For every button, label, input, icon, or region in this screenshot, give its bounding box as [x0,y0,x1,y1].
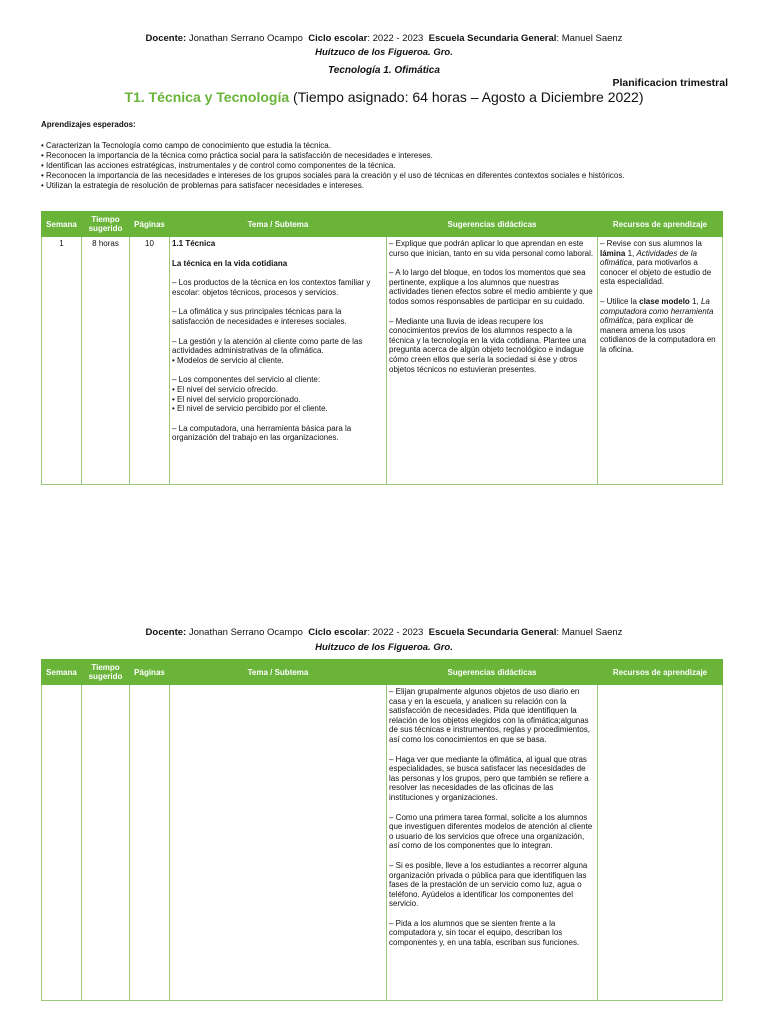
cell-sugerencias [387,237,598,485]
tema-line: – La gestión y la atención al cliente como parte de las actividades administrativas de la ofimática. [172,336,363,356]
planning-table-1 [41,211,723,485]
tema-line: – Los componentes del servicio al cliente: [172,375,321,385]
col-header-paginas: Páginas [130,660,170,685]
col-header-tema: Tema / Subtema [170,660,387,685]
recurso-text: – Revise con sus alumnos la [600,239,702,248]
recurso-bold: clase modelo [639,296,690,306]
col-header-semana: Semana [42,212,82,237]
col-header-sugerencias: Sugerencias didácticas [387,212,598,237]
recurso-text: , para explicar de manera amena los usos cotidianos de la computadora en la oficina. [600,316,716,354]
ciclo-label: Ciclo escolar [308,33,368,44]
escuela-label: Escuela Secundaria General [428,627,557,638]
planning-table-2 [41,659,723,1001]
tema-subtitle [172,259,384,269]
aprendizajes-list [41,141,661,191]
col-header-paginas: Páginas [130,212,170,237]
col-header-recursos: Recursos de aprendizaje [598,660,723,685]
recurso-text: – Utilice la [600,296,640,306]
col-header-recursos: Recursos de aprendizaje [598,212,723,237]
table-header-row [42,212,723,237]
recurso-paragraph [600,297,720,355]
location-page2: Huitzuco de los Figueroa. Gro. [315,642,453,653]
teacher-header-page2 [0,627,768,638]
recurso-bold: lámina [600,248,626,258]
teacher-header [0,33,768,44]
cell-recursos [598,237,723,485]
ciclo-label: Ciclo escolar [308,627,368,638]
tema-paragraph [172,337,384,366]
recurso-italic: Actividades de la ofimática [600,248,697,268]
unit-title-main: T1. Técnica y Tecnología [124,89,290,105]
cell-paginas: 10 [130,237,170,485]
recurso-paragraph [600,239,720,287]
aprendizaje-item: • Utilizan la estrategia de resolución de problemas para satisfacer necesidades e intereses. [41,181,364,190]
tema-title [172,239,384,249]
cell-tema [170,685,387,1001]
unit-title-rest: (Tiempo asignado: 64 horas – Agosto a Diciembre 2022) [289,89,644,105]
cell-paginas [130,685,170,1001]
tema-line: • Modelos de servicio al cliente. [172,355,284,365]
col-header-semana: Semana [42,660,82,685]
tema-subtitle-text: La técnica en la vida cotidiana [172,258,288,268]
tema-paragraph: – La computadora, una herramienta básica para la organización del trabajo en las organizaciones. [172,423,352,443]
sugerencia-paragraph: – Mediante una lluvia de ideas recupere los conocimientos previos de los alumnos respecto a la técnica y la tecnología en la vida cotidiana. Plantee una pregunta acerca de algún objeto tecnológico e indague cómo creen ellos que sería la sociedad si ése y otros objetos técnicos no estuvieran presentes. [389,316,587,374]
sugerencia-paragraph: – Explique que podrán aplicar lo que aprendan en este curso que inician, tanto en su vida personal como laboral. [389,239,594,258]
tema-paragraph: – La ofimática y sus principales técnicas para la satisfacción de necesidades e intereses sociales. [172,307,347,326]
docente-name: Jonathan Serrano Ocampo [188,627,303,638]
cell-semana: 1 [42,237,82,485]
sugerencia-paragraph: – Pida a los alumnos que se sienten frente a la computadora y, sin tocar el equipo, describan los componentes y, en una tabla, escriban sus funciones. [389,918,580,948]
cell-tiempo: 8 horas [82,237,130,485]
tema-line: • El nivel del servicio ofrecido. [172,384,278,394]
docente-label: Docente: [145,33,187,44]
ciclo-value: : 2022 - 2023 [367,33,424,44]
recurso-text: 1, [689,296,701,306]
col-header-tiempo: Tiempo sugerido [82,660,130,685]
planificacion-label: Planificacion trimestral [612,77,728,89]
tema-line: • El nivel de servicio percibido por el cliente. [172,404,328,414]
docente-name: Jonathan Serrano Ocampo [188,33,303,44]
tema-line: • El nivel del servicio proporcionado. [172,394,301,404]
col-header-tema: Tema / Subtema [170,212,387,237]
aprendizaje-item: • Reconocen la importancia de la técnica como práctica social para la satisfacción de necesidades e intereses. [41,151,433,160]
cell-recursos [598,685,723,1001]
recurso-italic: La computadora como herramienta ofimática [600,296,714,326]
sugerencia-paragraph: – A lo largo del bloque, en todos los momentos que sea pertinente, explique a los alumnos que nuestras actividades tienen efectos sobre el medio ambiente y que todos somos responsables de participar en su cuidado. [389,268,593,306]
tema-paragraph [172,375,384,413]
location: Huitzuco de los Figueroa. Gro. [315,47,453,58]
col-header-sugerencias: Sugerencias didácticas [387,660,598,685]
unit-title [0,89,768,105]
cell-tema [170,237,387,485]
sugerencia-paragraph: – Si es posible, lleve a los estudiantes a recorrer alguna organización privada o pública para que identifiquen las fases de la prestación de un servicio como luz, agua o teléfono. Ayúdelos a identificar los componentes del servicio. [389,860,588,909]
tema-paragraph: – Los productos de la técnica en los contextos familiar y escolar: objetos técnicos, procesos y servicios. [172,278,371,297]
docente-label: Docente: [145,627,187,638]
sugerencia-paragraph: – Elijan grupalmente algunos objetos de uso diario en casa y en la escuela, y analicen su relación con la satisfacción de necesidades. Pida que identifiquen la relación de los objetos elegidos con la ofimática;algunas de sus técnicas e instrumentos, reglas y procedimientos, así como los conocimientos en que se basa. [389,687,590,744]
course-title: Tecnología 1. Ofimática [328,65,440,76]
ciclo-value: : 2022 - 2023 [367,627,424,638]
sugerencia-paragraph: – Como una primera tarea formal, solicite a los alumnos que investiguen diferentes modelos de atención al cliente o usuario de los servicios que ofrece una organización, así como de los componentes que lo integran. [389,812,593,851]
table-header-row [42,660,723,685]
aprendizaje-item: • Identifican las acciones estratégicas, instrumentales y de control como componentes de la técnica. [41,161,396,170]
escuela-label: Escuela Secundaria General [428,33,557,44]
aprendizaje-item: • Reconocen la importancia de las necesidades e intereses de los grupos sociales para la creación y el uso de técnicas en diferentes contextos sociales e históricos. [41,171,625,180]
cell-semana [42,685,82,1001]
escuela-value: : Manuel Saenz [556,627,623,638]
cell-sugerencias [387,685,598,1001]
aprendizaje-item: • Caracterizan la Tecnología como campo de conocimiento que estudia la técnica. [41,141,331,150]
tema-title-text: 1.1 Técnica [172,239,216,248]
recurso-text: 1, [625,248,637,258]
cell-tiempo [82,685,130,1001]
recurso-text: , para motivarlos a conocer el objeto de estudio de esta especialidad. [600,258,712,287]
sugerencia-paragraph: – Haga ver que mediante la ofimática, al igual que otras especialidades, se busca satisfacer las necesidades de las personas y los grupos, pero que también se refiere a resolver las necesidades de las oficinas de las instituciones y organizaciones. [389,754,589,802]
aprendizajes-heading: Aprendizajes esperados: [41,120,136,129]
escuela-value: : Manuel Saenz [556,33,623,44]
table-row [42,237,723,485]
table-row [42,685,723,1001]
col-header-tiempo: Tiempo sugerido [82,212,130,237]
